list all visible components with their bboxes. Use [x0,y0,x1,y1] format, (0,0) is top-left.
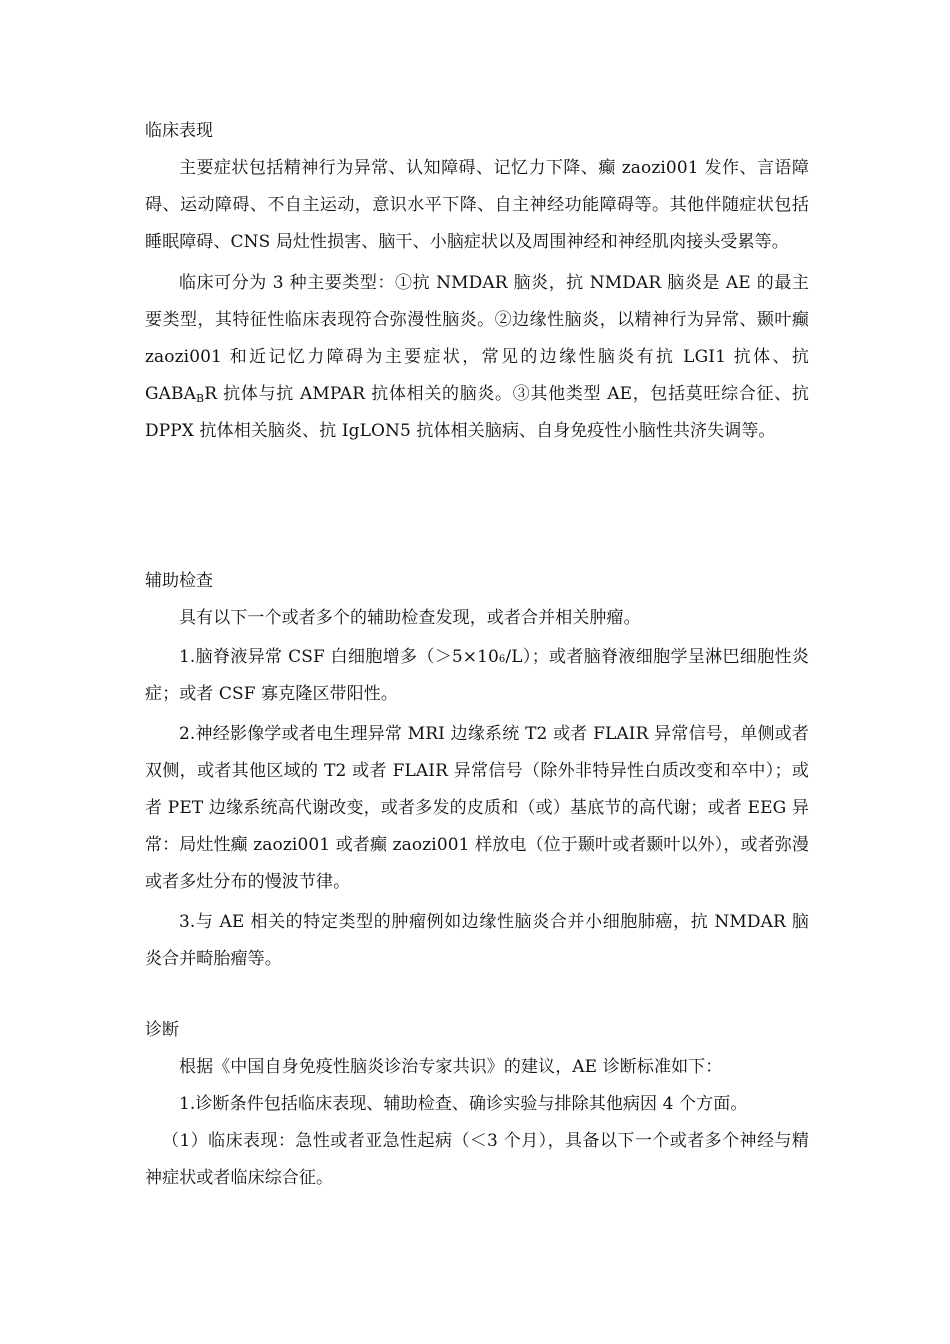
superscript: 6 [498,654,506,665]
section-heading: 临床表现 [145,121,213,141]
paragraph-text: 临床可分为 3 种主要类型：①抗 NMDAR 脑炎，抗 NMDAR 脑炎是 AE 的最主要类型，其特征性临床表现符合弥漫性脑炎。②边缘性脑炎，以精神行为异常、颞叶癫 zaozi001 和近记忆力障碍为主要症状，常见的边缘性脑炎有抗 LGI1 抗体、抗 GABA [145,273,809,404]
paragraph-text: 1.脑脊液异常 CSF 白细胞增多（＞5×10 [179,647,499,667]
section-heading: 辅助检查 [145,571,213,591]
paragraph: 1.诊断条件包括临床表现、辅助检查、确诊实验与排除其他病因 4 个方面。 [179,1094,748,1114]
paragraph [145,265,809,450]
paragraph: 3.与 AE 相关的特定类型的肿瘤例如边缘性脑炎合并小细胞肺癌，抗 NMDAR 脑炎合并畸胎瘤等。 [145,912,809,969]
section-heading: 诊断 [145,1020,179,1040]
paragraph [145,639,809,713]
section-diagnosis [145,1012,809,1197]
paragraph: 根据《中国自身免疫性脑炎诊治专家共识》的建议，AE 诊断标准如下： [179,1057,723,1077]
subscript: B [196,392,205,405]
paragraph: 具有以下一个或者多个的辅助检查发现，或者合并相关肿瘤。 [179,608,641,628]
section-clinical [145,113,809,450]
paragraph-text: R 抗体与抗 AMPAR 抗体相关的脑炎。③其他类型 AE，包括莫旺综合征、抗 DPPX 抗体相关脑炎、抗 IgLON5 抗体相关脑病、自身免疫性小脑性共济失调等。 [145,384,809,441]
paragraph: （1）临床表现：急性或者亚急性起病（＜3 个月），具备以下一个或者多个神经与精神症状或者临床综合征。 [145,1131,809,1188]
paragraph: 2.神经影像学或者电生理异常 MRI 边缘系统 T2 或者 FLAIR 异常信号，单侧或者双侧，或者其他区域的 T2 或者 FLAIR 异常信号（除外非特异性白质改变和卒中）；或者 PET 边缘系统高代谢改变，或者多发的皮质和（或）基底节的高代谢；或者 EEG 异常：局灶性癫 zaozi001 或者癫 zaozi001 样放电（位于颞叶或者颞叶以外），或者弥漫或者多灶分布的慢波节律。 [145,724,809,892]
section-auxiliary [145,563,809,978]
paragraph-text: /L）；或者脑脊液细胞学呈淋巴细胞性炎症；或者 CSF 寡克隆区带阳性。 [145,647,809,704]
paragraph: 主要症状包括精神行为异常、认知障碍、记忆力下降、癫 zaozi001 发作、言语障碍、运动障碍、不自主运动，意识水平下降、自主神经功能障碍等。其他伴随症状包括睡眠障碍、CNS 局灶性损害、脑干、小脑症状以及周围神经和神经肌肉接头受累等。 [145,158,809,252]
